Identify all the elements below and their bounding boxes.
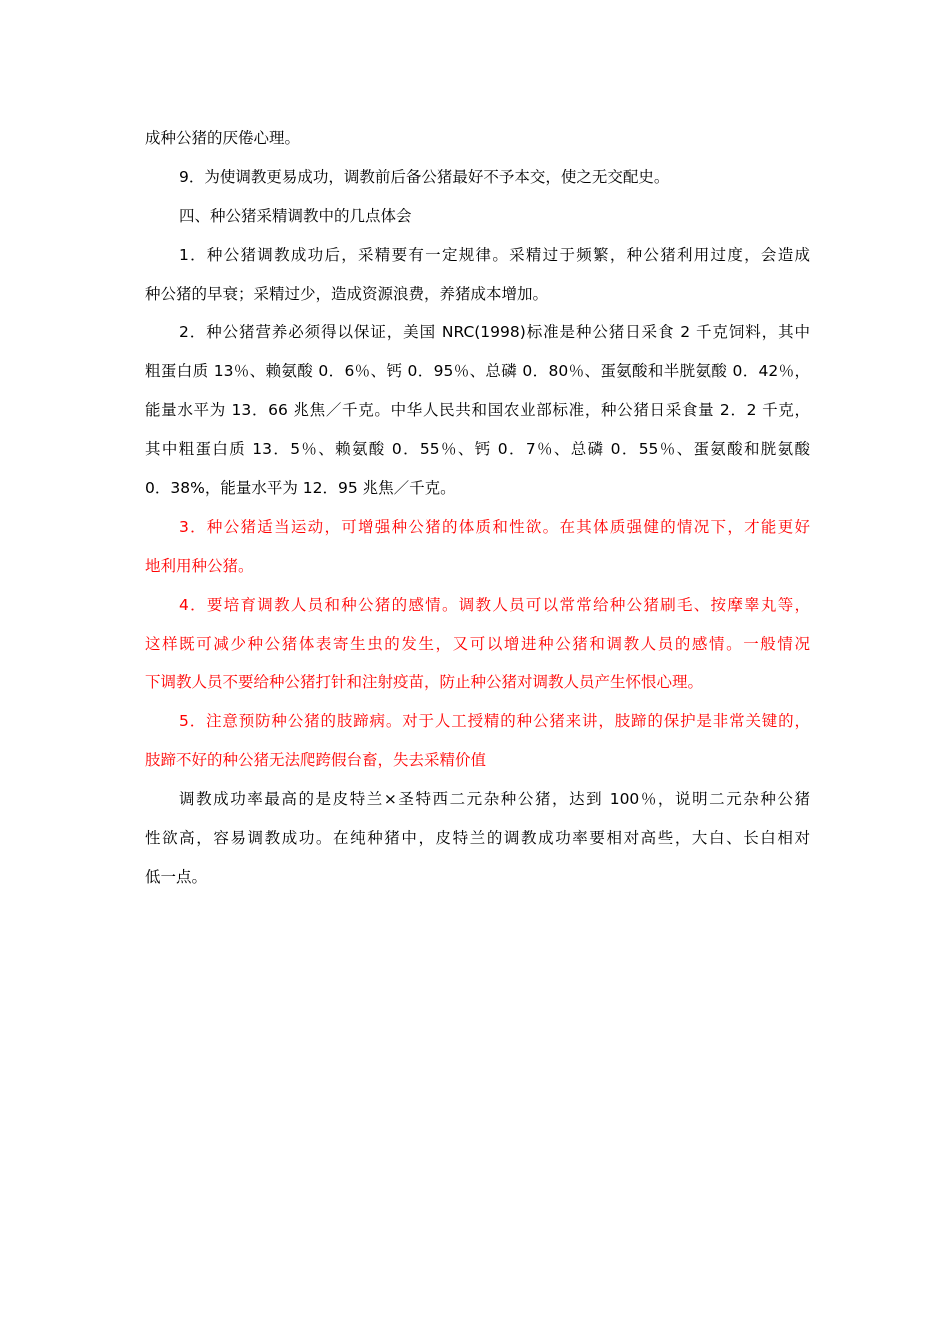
document-body (145, 123, 810, 901)
text-line: 3．种公猪适当运动，可增强种公猪的体质和性欲。在其体质强健的情况下，才能更好 (179, 517, 810, 536)
text-line: 9．为使调教更易成功，调教前后备公猪最好不予本交，使之无交配史。 (179, 167, 670, 186)
text-line: 肢蹄不好的种公猪无法爬跨假台畜，失去采精价值 (145, 751, 487, 770)
text-line: 能量水平为 13．66 兆焦／千克。中华人民共和国农业部标准，种公猪日采食量 2．2 千克， (145, 401, 810, 420)
text-line: 调教成功率最高的是皮特兰×圣特西二元杂种公猪，达到 100％，说明二元杂种公猪 (179, 790, 810, 809)
text-line: 粗蛋白质 13％、赖氨酸 0．6％、钙 0．95％、总磷 0．80％、蛋氨酸和半胱氨酸 0．42％， (145, 362, 810, 381)
text-line: 0．38%，能量水平为 12．95 兆焦／千克。 (145, 479, 456, 498)
text-line: 成种公猪的厌倦心理。 (145, 129, 301, 147)
text-line: 其中粗蛋白质 13．5％、赖氨酸 0．55％、钙 0．7％、总磷 0．55％、蛋氨酸和胱氨酸 (145, 440, 810, 459)
text-line: 2．种公猪营养必须得以保证，美国 NRC(1998)标准是种公猪日采食 2 千克饲料，其中 (179, 323, 810, 342)
text-line: 地利用种公猪。 (145, 556, 254, 575)
text-line: 种公猪的早衰；采精过少，造成资源浪费，养猪成本增加。 (145, 284, 549, 303)
text-line: 5．注意预防种公猪的肢蹄病。对于人工授精的种公猪来讲，肢蹄的保护是非常关键的， (179, 712, 810, 731)
text-line: 低一点。 (145, 867, 208, 886)
text-line: 1．种公猪调教成功后，采精要有一定规律。采精过于频繁，种公猪利用过度，会造成 (179, 245, 810, 264)
text-line: 这样既可减少种公猪体表寄生虫的发生，又可以增进种公猪和调教人员的感情。一般情况 (145, 634, 810, 653)
text-line: 下调教人员不要给种公猪打针和注射疫苗，防止种公猪对调教人员产生怀恨心理。 (145, 673, 704, 692)
text-line: 4．要培育调教人员和种公猪的感情。调教人员可以常常给种公猪刷毛、按摩睾丸等， (179, 595, 810, 614)
text-line: 性欲高，容易调教成功。在纯种猪中，皮特兰的调教成功率要相对高些，大白、长白相对 (145, 829, 810, 848)
text-line: 四、种公猪采精调教中的几点体会 (179, 206, 412, 225)
